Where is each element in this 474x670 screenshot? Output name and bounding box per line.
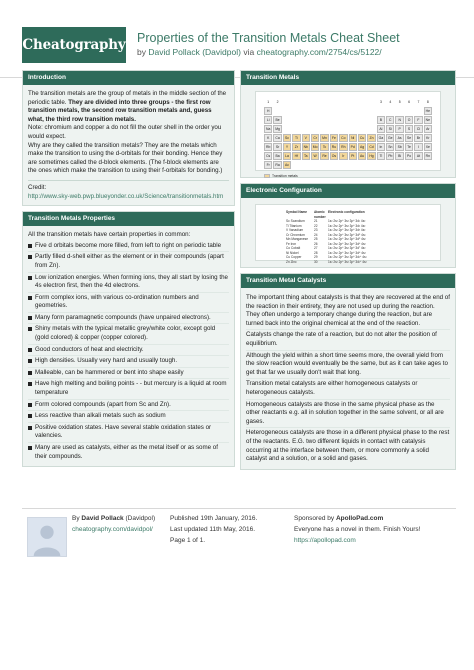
element-cell: Cu <box>358 134 366 142</box>
element-cell: As <box>395 134 403 142</box>
catalysts-heading: Transition Metal Catalysts <box>241 274 455 288</box>
footer-author-link[interactable]: cheatography.com/davidpol/ <box>72 526 153 533</box>
credit-label: Credit: <box>28 183 47 191</box>
page-title: Properties of the Transition Metals Cheat Sheet <box>137 31 400 45</box>
element-cell: F <box>414 116 422 124</box>
table-cell: 24 <box>314 232 318 237</box>
element-cell: O <box>405 116 413 124</box>
element-cell <box>386 107 394 115</box>
list-item <box>28 345 229 357</box>
properties-heading: Transition Metals Properties <box>23 212 234 226</box>
bullet-square-icon <box>28 371 32 375</box>
element-cell <box>405 161 413 169</box>
element-cell: Zr <box>292 143 300 151</box>
element-cell: S <box>405 125 413 133</box>
element-cell: Fr <box>264 161 272 169</box>
sponsor-tagline: Everyone has a novel in them. Finish Yours! <box>294 526 421 533</box>
properties-section <box>22 211 235 467</box>
page-footer <box>22 508 456 570</box>
element-cell: Y <box>283 143 291 151</box>
table-cell: 1s² 2s² 2p⁶ 3s² 3p⁶ 3d¹⁰ 4s¹ <box>328 255 367 259</box>
left-column <box>22 70 235 472</box>
list-item-text: Many are used as catalysts, either as the metal itself or as some of their compounds. <box>35 444 218 460</box>
element-cell <box>330 116 338 124</box>
bullet-square-icon <box>28 296 32 300</box>
element-cell: Be <box>273 116 281 124</box>
table-cell: 1s² 2s² 2p⁶ 3s² 3p⁶ 3d⁷ 4s² <box>328 246 366 250</box>
element-cell: Mg <box>275 127 280 131</box>
catalyst-paragraph: Homogeneous catalysts are those in the same physical phase as the other reactants e.g. all in solution together in the same solvent, or all are gases. <box>246 400 450 429</box>
electronic-config-table <box>255 204 441 264</box>
list-item <box>28 252 229 272</box>
group-label: 4 <box>389 100 392 104</box>
element-cell: Kr <box>424 134 432 142</box>
table-cell: 23 <box>314 228 318 232</box>
table-cell: Cu Copper <box>286 255 302 259</box>
element-cell: Os <box>330 152 338 160</box>
element-cell <box>386 161 394 169</box>
element-cell <box>339 125 347 133</box>
list-item <box>28 273 229 293</box>
list-item <box>28 379 229 399</box>
bullet-square-icon <box>28 244 32 248</box>
element-cell <box>358 116 366 124</box>
credit-link[interactable]: http://www.sky-web.pwp.blueyonder.co.uk/Science/transitionmetals.htm <box>28 192 224 200</box>
element-cell: Ag <box>358 143 366 151</box>
element-cell: P <box>395 125 403 133</box>
element-cell: Li <box>264 116 272 124</box>
element-cell: Sc <box>283 134 291 142</box>
periodic-table-grid <box>264 107 432 169</box>
list-item-text: Partly filled d-shell either as the element or in their compounds (apart from Zn). <box>35 253 224 269</box>
element-cell: Po <box>405 152 413 160</box>
periodic-row <box>264 116 432 124</box>
list-item <box>28 400 229 412</box>
element-cell: K <box>264 134 272 142</box>
element-cell <box>320 116 328 124</box>
element-cell: Rn <box>424 152 432 160</box>
page-count: Page 1 of 1. <box>170 537 206 544</box>
element-cell <box>395 161 403 169</box>
element-cell <box>283 125 291 133</box>
bullet-square-icon <box>28 414 32 418</box>
element-cell <box>367 107 375 115</box>
element-cell <box>302 125 310 133</box>
list-item <box>28 356 229 368</box>
element-cell: Rb <box>264 143 272 151</box>
bullet-square-icon <box>28 348 32 352</box>
element-cell: Ar <box>424 125 432 133</box>
table-cell: Co Cobalt <box>286 246 301 250</box>
element-cell: Sn <box>386 143 394 151</box>
group-label: 1 <box>267 100 270 104</box>
bullet-square-icon <box>28 446 32 450</box>
element-cell: Ti <box>292 134 300 142</box>
element-cell: Cd <box>367 143 375 151</box>
element-cell <box>283 116 291 124</box>
table-cell: 22 <box>314 223 318 228</box>
list-item-text: Shiny metals with the typical metallic grey/white color, except gold (gold colored) & copper (copper colored). <box>35 325 216 342</box>
element-cell: Cs <box>264 152 272 160</box>
element-cell <box>330 107 338 115</box>
legend-swatch <box>264 174 270 178</box>
element-cell: Cl <box>414 125 422 133</box>
element-cell: Al <box>377 125 385 133</box>
element-cell: Ca <box>273 134 281 142</box>
element-cell: Ru <box>330 143 338 151</box>
element-cell <box>367 161 375 169</box>
element-cell: Ge <box>388 136 393 140</box>
element-cell <box>339 161 347 169</box>
element-cell <box>311 125 319 133</box>
element-cell <box>330 125 338 133</box>
table-cell: Mn Manganese <box>286 237 308 241</box>
list-item <box>28 313 229 325</box>
intro-why: Why are they called the transition metals? They are the metals which make the transition to using the d-orbitals for their bonding. Hence they are sometimes called the d-block elements. (The f-block elements are the ones which make the transition to using their f-orbitals for bonding.) <box>28 141 223 175</box>
element-cell: Hg <box>367 152 375 160</box>
list-item-text: Good conductors of heat and electricity. <box>35 345 144 353</box>
element-cell: Ir <box>339 152 347 160</box>
list-item-text: Five d orbitals become more filled, from left to right on periodic table <box>35 241 222 249</box>
catalysts-section <box>240 273 456 470</box>
list-item-text: Many form paramagnetic compounds (have unpaired electrons). <box>35 313 211 321</box>
periodic-row <box>264 107 432 115</box>
element-cell: Na <box>264 125 272 133</box>
table-cell: Fe Iron <box>286 241 297 246</box>
element-cell: Fe <box>330 134 338 142</box>
table-cell: 1s² 2s² 2p⁶ 3s² 3p⁶ 3d¹ 4s² <box>328 219 366 223</box>
element-cell <box>367 116 375 124</box>
table-cell: 1s² 2s² 2p⁶ 3s² 3p⁶ 3d¹⁰ 4s² <box>328 259 367 264</box>
divider <box>28 180 229 181</box>
intro-text: The transition metals are the group of metals in the middle section of the periodic table. They are divided into three groups - the first row transition metals, the second row transition metals and, guess what, the third row transition metals. <box>28 90 227 123</box>
element-cell: Te <box>405 143 413 151</box>
updated-date: Last updated 11th May, 2016. <box>170 526 256 533</box>
published-date: Published 19th January, 2016. <box>170 515 258 522</box>
element-cell: In <box>377 143 385 151</box>
periodic-row <box>264 134 432 142</box>
element-cell <box>320 107 328 115</box>
element-cell <box>377 161 385 169</box>
list-item <box>28 293 229 313</box>
intro-section <box>22 70 235 206</box>
element-cell: Ra <box>273 161 281 169</box>
right-column <box>240 70 456 475</box>
element-cell <box>302 107 310 115</box>
element-cell: At <box>414 152 422 160</box>
properties-lead: All the transition metals have certain properties in common: <box>28 231 191 239</box>
table-cell: 1s² 2s² 2p⁶ 3s² 3p⁶ 3d⁸ 4s² <box>328 250 366 255</box>
element-cell <box>339 107 347 115</box>
catalyst-paragraph: Catalysts change the rate of a reaction, but do not alter the position of equilibrium. <box>246 330 450 350</box>
bullet-square-icon <box>28 255 32 259</box>
table-cell: 1s² 2s² 2p⁶ 3s² 3p⁶ 3d⁵ 4s¹ <box>328 232 366 237</box>
element-cell: Pd <box>349 143 357 151</box>
element-cell <box>349 107 357 115</box>
element-cell <box>339 116 347 124</box>
element-cell: Pb <box>386 152 394 160</box>
element-cell: H <box>264 107 272 115</box>
list-item-text: Malleable, can be hammered or bent into shape easily <box>35 368 184 376</box>
list-item-text: Positive oxidation states. Have several stable oxidation states or valencies. <box>35 423 212 440</box>
element-cell <box>349 161 357 169</box>
element-cell <box>273 107 281 115</box>
element-cell: V <box>302 134 310 142</box>
element-cell: Bi <box>395 152 403 160</box>
table-cell: V Vanadium <box>286 228 304 232</box>
table-cell: 26 <box>314 241 318 246</box>
element-cell <box>292 125 300 133</box>
element-cell <box>320 161 328 169</box>
element-cell: Br <box>414 134 422 142</box>
bullet-square-icon <box>28 276 32 280</box>
group-label: 8 <box>426 100 429 104</box>
list-item <box>28 411 229 423</box>
element-cell: Re <box>320 152 328 160</box>
element-cell: Nb <box>302 143 310 151</box>
cheatography-logo[interactable]: Cheatography <box>22 27 126 63</box>
element-cell: Ba <box>273 152 281 160</box>
byline: by David Pollack (Davidpol) via cheatography.com/2754/cs/5122/ <box>137 47 382 57</box>
element-cell: Ga <box>378 136 384 140</box>
table-cell: Cr Chromium <box>286 232 305 237</box>
element-cell <box>292 161 300 169</box>
bullet-square-icon <box>28 426 32 430</box>
list-item <box>28 241 229 253</box>
table-header-row: Symbol Name Atomic number Electronic configuration <box>286 210 365 219</box>
catalyst-paragraph: The important thing about catalysts is that they are recovered at the end of the reaction in their entirety, they are not used up during the reaction. They often undergo a temporary change during the reaction, but are turned back into the original chemical at the end of the reaction. <box>246 293 450 330</box>
element-cell <box>414 107 422 115</box>
element-cell: Cr <box>311 134 319 142</box>
page-header <box>0 0 474 78</box>
intro-heading: Introduction <box>23 71 234 85</box>
footer-author-name[interactable]: David Pollack <box>81 515 124 522</box>
element-cell: I <box>414 143 422 151</box>
element-cell: Zn <box>367 134 375 142</box>
author-avatar[interactable] <box>27 517 67 557</box>
element-cell: W <box>311 152 319 160</box>
table-cell: 1s² 2s² 2p⁶ 3s² 3p⁶ 3d² 4s² <box>328 223 366 228</box>
table-cell: Ti Titanium <box>286 223 302 228</box>
intro-note: Note: chromium and copper a do not fill the outer shell in the order you would expect. <box>28 124 222 140</box>
element-cell: La <box>283 152 291 160</box>
periodic-row <box>264 125 432 133</box>
element-cell: Xe <box>424 143 432 151</box>
list-item <box>28 324 229 344</box>
table-cell: 1s² 2s² 2p⁶ 3s² 3p⁶ 3d⁵ 4s² <box>328 237 366 241</box>
element-cell <box>302 161 310 169</box>
element-cell <box>405 107 413 115</box>
element-cell: Ni <box>349 134 357 142</box>
element-cell <box>302 116 310 124</box>
sponsor-name[interactable]: ApolloPad.com <box>335 515 384 522</box>
sponsor-link[interactable]: https://apollopad.com <box>294 537 356 544</box>
sheet-url-link[interactable]: cheatography.com/2754/cs/5122/ <box>256 47 382 57</box>
element-cell <box>330 161 338 169</box>
bullet-square-icon <box>28 359 32 363</box>
table-cell: Ni Nickel <box>286 250 299 255</box>
table-cell: 27 <box>314 246 318 250</box>
bullet-square-icon <box>28 316 32 320</box>
table-cell: Zn Zinc <box>286 259 297 264</box>
element-cell: Ta <box>302 152 310 160</box>
table-cell: 1s² 2s² 2p⁶ 3s² 3p⁶ 3d⁶ 4s² <box>328 241 366 246</box>
element-cell: Rh <box>339 143 347 151</box>
element-cell: Tl <box>377 152 385 160</box>
list-item <box>28 443 229 462</box>
element-cell <box>414 161 422 169</box>
group-label: 7 <box>417 100 420 104</box>
element-cell: Mo <box>312 145 318 149</box>
table-cell: 28 <box>314 250 318 255</box>
footer-publication-info <box>170 513 257 546</box>
table-cell: 29 <box>314 255 318 259</box>
catalyst-paragraph: Heterogeneous catalysts are those in a different physical phase to the rest of the reactants. E.G. two different liquids in contact with catalysis occurring at the interface between them, or more commonly a solid catalyst and a solution, or a solid and gases. <box>246 429 450 463</box>
element-cell <box>311 116 319 124</box>
element-cell <box>349 116 357 124</box>
catalyst-paragraph: Although the yield within a short time seems more, the overall yield from the slow reaction would eventually be the same, but as it can take ages to get that far we usually don't wait that long. <box>246 351 450 380</box>
element-cell: Co <box>339 134 347 142</box>
list-item-text: Have high melting and boiling points - - but mercury is a liquid at room temperature <box>35 380 227 397</box>
element-cell <box>358 161 366 169</box>
element-cell <box>377 107 385 115</box>
footer-author: By David Pollack (Davidpol) cheatography.com/davidpol/ <box>72 515 156 533</box>
table-cell: 25 <box>314 237 318 241</box>
group-label: 6 <box>408 100 410 104</box>
element-cell: Hf <box>292 152 300 160</box>
table-cell: 1s² 2s² 2p⁶ 3s² 3p⁶ 3d³ 4s² <box>328 228 366 232</box>
element-cell <box>292 116 300 124</box>
list-item-text: Form complex ions, with various co-ordination numbers and geometries. <box>35 293 199 310</box>
element-cell <box>292 107 300 115</box>
element-cell <box>367 125 375 133</box>
element-cell: Sr <box>273 143 281 151</box>
list-item <box>28 368 229 380</box>
table-cell: 30 <box>314 259 318 264</box>
list-item-text: Low ionization energies. When forming ions, they all start by losing the 4s electron first, then the 4d electrons. <box>35 273 228 290</box>
table-cell: 21 <box>314 219 318 223</box>
element-cell: Se <box>405 134 413 142</box>
element-cell: Au <box>358 152 366 160</box>
bullet-square-icon <box>28 403 32 407</box>
author-link[interactable]: David Pollack (Davidpol) <box>148 47 241 57</box>
element-cell <box>395 107 403 115</box>
list-item-text: High densities. Usually very hard and usually tough. <box>35 357 178 365</box>
periodic-row <box>264 143 432 151</box>
element-cell: Sb <box>395 143 403 151</box>
electronic-config-heading: Electronic Configuration <box>241 184 455 198</box>
periodic-table-legend: Transition metals <box>264 172 432 181</box>
element-cell: Ne <box>424 116 432 124</box>
element-cell <box>349 125 357 133</box>
element-cell: Si <box>386 125 394 133</box>
periodic-row <box>264 161 432 169</box>
element-cell: B <box>377 116 385 124</box>
list-item <box>28 423 229 443</box>
table-cell: Sc Scandium <box>286 219 305 223</box>
group-label: 5 <box>398 100 401 104</box>
element-cell: Pt <box>349 152 357 160</box>
element-cell: He <box>424 107 432 115</box>
group-label: 2 <box>276 100 279 104</box>
list-item-text: Form colored compounds (apart from Sc and Zn). <box>35 400 171 408</box>
element-cell: Ac <box>283 161 291 169</box>
footer-sponsor: Sponsored by ApolloPad.com Everyone has a novel in them. Finish Yours! https://apollopad.com <box>294 515 421 544</box>
group-label-row <box>264 98 432 106</box>
element-cell: N <box>395 116 403 124</box>
transition-metals-section <box>240 70 456 178</box>
user-silhouette-icon <box>28 518 66 556</box>
element-cell <box>358 107 366 115</box>
transition-metals-heading: Transition Metals <box>241 71 455 85</box>
element-cell <box>358 125 366 133</box>
element-cell <box>283 107 291 115</box>
element-cell: C <box>386 116 394 124</box>
element-cell <box>311 161 319 169</box>
table-row <box>286 260 410 265</box>
element-cell <box>320 125 328 133</box>
electronic-config-section <box>240 183 456 268</box>
element-cell <box>424 161 432 169</box>
list-item-text: Less reactive than alkali metals such as sodium <box>35 412 166 420</box>
properties-list <box>28 241 229 462</box>
element-cell: Mn <box>322 136 327 140</box>
element-cell <box>311 107 319 115</box>
bullet-square-icon <box>28 327 32 331</box>
periodic-row <box>264 152 432 160</box>
bullet-square-icon <box>28 382 32 386</box>
catalyst-paragraph: Transition metal catalysts are either homogeneous catalysts or heterogeneous catalysts. <box>246 379 450 399</box>
group-label: 3 <box>379 100 382 104</box>
periodic-table-image <box>255 91 441 178</box>
element-cell: Tc <box>320 143 328 151</box>
